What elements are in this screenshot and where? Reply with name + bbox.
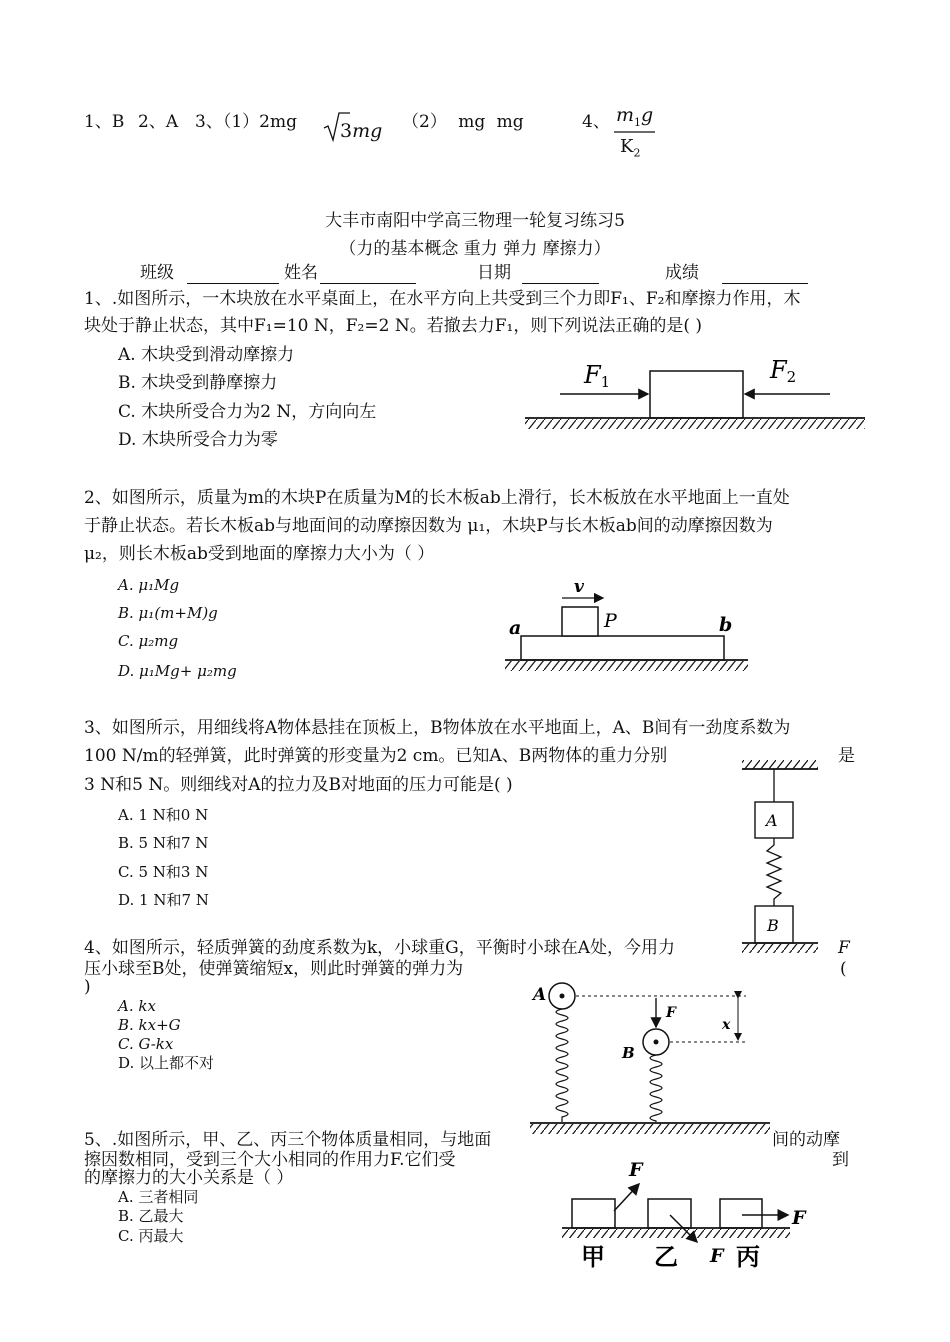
answer-3-root: 3 bbox=[340, 120, 353, 142]
q4-option-d[interactable]: D. 以上都不对 bbox=[118, 1054, 215, 1072]
q5-option-b[interactable]: B. 乙最大 bbox=[118, 1207, 184, 1225]
q1-line2: 块处于静止状态，其中F₁=10 N，F₂=2 N。若撤去力F₁，则下列说法正确的是( ) bbox=[84, 316, 702, 336]
fraction-numerator: $m_1g$ bbox=[616, 104, 654, 129]
q2-p-label: P bbox=[604, 610, 617, 632]
q4-option-c[interactable]: C. G-kx bbox=[118, 1035, 174, 1053]
class-label: 班级 bbox=[140, 263, 174, 283]
q1-f1-label: F bbox=[584, 361, 601, 389]
answer-1: 1、B bbox=[84, 112, 125, 132]
q5-force-arrow-jia bbox=[614, 1184, 639, 1211]
q4-line2b: ( bbox=[840, 959, 847, 979]
q4-b-label: B bbox=[622, 1044, 635, 1062]
q2-a-label: a bbox=[509, 617, 522, 639]
q2-option-c[interactable]: C. μ₂mg bbox=[118, 632, 179, 650]
q3-option-d[interactable]: D. 1 N和7 N bbox=[118, 891, 209, 909]
q2-option-b[interactable]: B. μ₁(m+M)g bbox=[118, 604, 218, 622]
q1-option-b[interactable]: B. 木块受到静摩擦力 bbox=[118, 373, 278, 393]
q5-option-c[interactable]: C. 丙最大 bbox=[118, 1227, 184, 1245]
q1-option-d[interactable]: D. 木块所受合力为零 bbox=[118, 430, 278, 450]
q4-line3: ) bbox=[84, 977, 91, 997]
q4-option-b[interactable]: B. kx+G bbox=[118, 1016, 181, 1034]
q2-line3: μ₂，则长木板ab受到地面的摩擦力大小为（ ） bbox=[84, 544, 435, 564]
q5-line1b: 间的动摩 bbox=[772, 1130, 840, 1150]
q2-option-d[interactable]: D. μ₁Mg+ μ₂mg bbox=[118, 662, 237, 680]
q5-yi-label: 乙 bbox=[654, 1242, 678, 1271]
fraction-denominator: $K_2$ bbox=[620, 136, 641, 160]
svg-text:F2: F2 bbox=[770, 356, 797, 386]
q5-option-a[interactable]: A. 三者相同 bbox=[118, 1188, 199, 1206]
q5-block-bing bbox=[720, 1199, 762, 1228]
q5-jia-label: 甲 bbox=[581, 1242, 605, 1271]
q5-line3: 的摩擦力的大小关系是（ ） bbox=[84, 1168, 294, 1188]
q2-line2: 于静止状态。若长木板ab与地面间的动摩擦因数为 μ₁，木块P与长木板ab间的动摩擦因数为 bbox=[84, 516, 773, 536]
q4-option-a[interactable]: A. kx bbox=[118, 997, 156, 1015]
answer-3a: 3、（1）2mg bbox=[195, 112, 297, 132]
q3-a-label: A bbox=[766, 811, 778, 830]
q4-x-label: x bbox=[722, 1017, 731, 1033]
answer-2: 2、A bbox=[138, 112, 179, 132]
q3-option-c[interactable]: C. 5 N和3 N bbox=[118, 863, 209, 881]
q4-a-label: A bbox=[533, 985, 547, 1005]
q2-option-a[interactable]: A. μ₁Mg bbox=[118, 576, 180, 594]
q5-f3-label: F bbox=[792, 1207, 806, 1229]
q5-line2a: 擦因数相同，受到三个大小相同的作用力F.它们受 bbox=[84, 1150, 456, 1170]
q4-line1a: 4、如图所示，轻质弹簧的劲度系数为k，小球重G，平衡时小球在A处，今用力 bbox=[84, 938, 675, 958]
q3-line1: 3、如图所示，用细线将A物体悬挂在顶板上，B物体放在水平地面上，A、B间有一劲度系数为 bbox=[84, 718, 791, 738]
q4-f-label: F bbox=[666, 1005, 676, 1021]
q1-line1: 1、.如图所示，一木块放在水平桌面上，在水平方向上共受到三个力即F₁、F₂和摩擦力作用，木 bbox=[84, 289, 801, 309]
svg-text:F1: F1 bbox=[584, 361, 611, 391]
q2-v-label: v bbox=[574, 577, 584, 597]
q3-line2a: 100 N/m的轻弹簧，此时弹簧的形变量为2 cm。已知A、B两物体的重力分别 bbox=[84, 746, 668, 766]
q5-block-jia bbox=[572, 1199, 615, 1228]
q1-f2-label: F bbox=[770, 356, 787, 384]
answer-3-root-tail: mg bbox=[352, 120, 383, 142]
answer-3b: （2） mg mg bbox=[402, 112, 524, 132]
page-title: 大丰市南阳中学高三物理一轮复习练习5 bbox=[325, 211, 625, 231]
q3-option-b[interactable]: B. 5 N和7 N bbox=[118, 834, 209, 852]
page-subtitle: （力的基本概念 重力 弹力 摩擦力） bbox=[339, 239, 611, 259]
q5-f1-label: F bbox=[629, 1159, 643, 1181]
q1-option-c[interactable]: C. 木块所受合力为2 N，方向向左 bbox=[118, 402, 377, 422]
answer-4: 4、 bbox=[582, 112, 610, 132]
q1-option-a[interactable]: A. 木块受到滑动摩擦力 bbox=[118, 345, 295, 365]
q5-bing-label: 丙 bbox=[736, 1242, 760, 1271]
q4-line1b: F bbox=[838, 938, 850, 958]
q5-line1a: 5、.如图所示，甲、乙、丙三个物体质量相同，与地面 bbox=[84, 1130, 492, 1150]
score-label: 成绩 bbox=[665, 263, 699, 283]
name-label: 姓名 bbox=[284, 263, 318, 283]
q5-f2-label: F bbox=[710, 1245, 724, 1267]
q3-b-label: B bbox=[767, 916, 779, 935]
q2-b-label: b bbox=[719, 614, 733, 636]
q3-line2b: 是 bbox=[838, 746, 855, 766]
q5-line2b: 到 bbox=[832, 1150, 849, 1170]
q4-line2a: 压小球至B处，使弹簧缩短x，则此时弹簧的弹力为 bbox=[84, 959, 464, 979]
q3-option-a[interactable]: A. 1 N和0 N bbox=[118, 806, 209, 824]
q2-line1: 2、如图所示，质量为m的木块P在质量为M的长木板ab上滑行，长木板放在水平地面上一直处 bbox=[84, 488, 790, 508]
q5-block-yi bbox=[648, 1199, 691, 1228]
date-label: 日期 bbox=[477, 263, 511, 283]
q3-line3: 3 N和5 N。则细线对A的拉力及B对地面的压力可能是( ) bbox=[84, 775, 513, 795]
